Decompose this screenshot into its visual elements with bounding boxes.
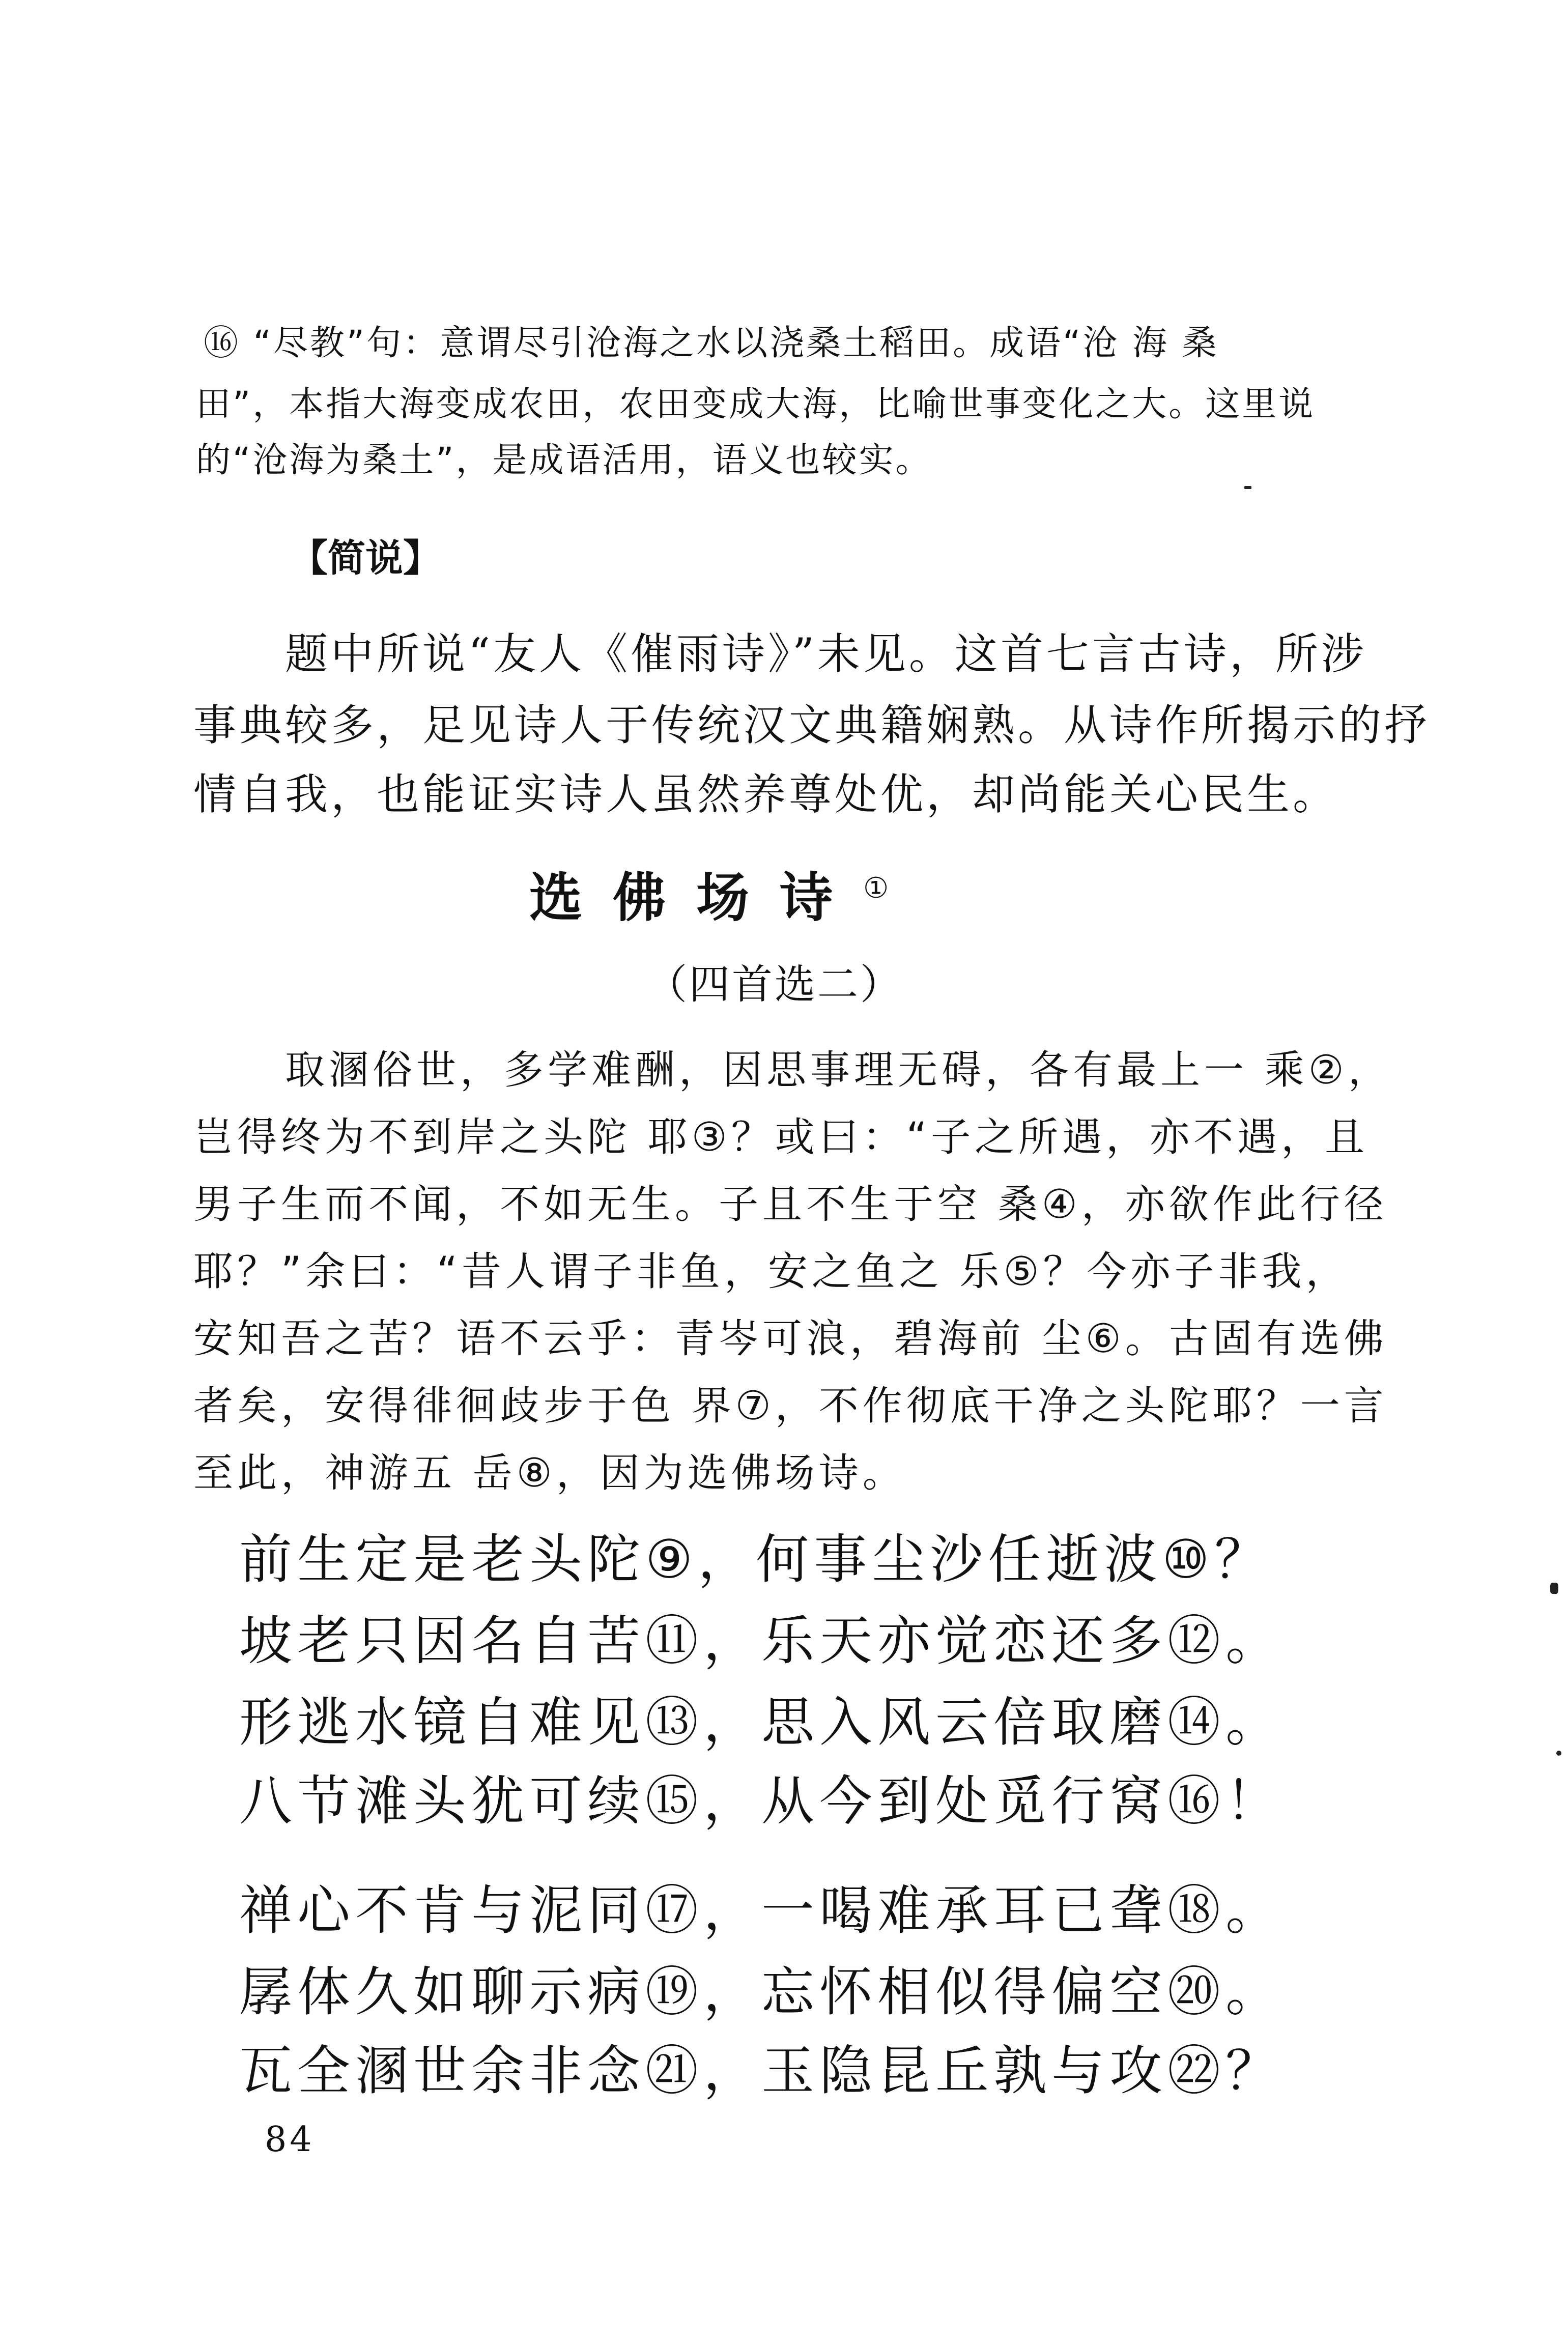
preface-line-7: 至此，神游五 岳⑧，因为选佛场诗。	[193, 1450, 906, 1496]
preface-line-5: 安知吾之苦？语不云乎：青岑可浪，碧海前 尘⑥。古固有选佛	[193, 1316, 1388, 1362]
stanza-2-line-2: 孱体久如聊示病⑲，忘怀相似得偏空⑳。	[239, 1961, 1284, 2023]
stanza-1-line-1: 前生定是老头陀⑨，何事尘沙任逝波⑩？	[239, 1528, 1273, 1590]
poem-title-text: 选佛场诗	[529, 867, 864, 929]
stanza-1-line-3: 形逃水镜自难见⑬，思入风云倍取磨⑭。	[239, 1691, 1284, 1753]
brief-line-2: 事典较多，足见诗人于传统汉文典籍娴熟。从诗作所揭示的抒	[193, 700, 1431, 750]
poem-subtitle: （四首选二）	[646, 961, 903, 1008]
scan-speck	[1550, 1583, 1558, 1594]
stanza-1-line-4: 八节滩头犹可续⑮，从今到处觅行窝⑯！	[239, 1770, 1284, 1832]
stanza-2-line-3: 瓦全溷世余非念㉑，玉隐昆丘孰与攻㉒？	[239, 2040, 1284, 2102]
preface-line-1: 取溷俗世，多学难酬，因思事理无碍，各有最上一 乘②，	[285, 1047, 1392, 1093]
preface-line-4: 耶？”余曰：“昔人谓子非鱼，安之鱼之 乐⑤？今亦子非我，	[193, 1249, 1350, 1295]
poem-title-note: ①	[863, 872, 889, 905]
preface-line-6: 者矣，安得徘徊歧步于色 界⑦，不作彻底干净之头陀耶？一言	[193, 1383, 1388, 1429]
preface-line-2: 岂得终为不到岸之头陀 耶③？或曰：“子之所遇，亦不遇，且	[193, 1114, 1369, 1160]
note-16-line-2: 田”，本指大海变成农田，农田变成大海，比喻世事变化之大。这里说	[196, 384, 1316, 424]
preface-line-3: 男子生而不闻，不如无生。子且不生于空 桑④，亦欲作此行径	[193, 1182, 1388, 1227]
brief-line-3: 情自我，也能证实诗人虽然养尊处优，却尚能关心民生。	[193, 769, 1339, 819]
brief-line-1: 题中所说“友人《催雨诗》”未见。这首七言古诗，所涉	[285, 629, 1367, 679]
note-16-line-3: 的“沧海为桑土”，是成语活用，语义也较实。	[196, 440, 932, 480]
poem-title	[529, 855, 889, 931]
stanza-1-line-2: 坡老只因名自苦⑪，乐天亦觉恋还多⑫。	[239, 1610, 1284, 1672]
stanza-2-line-1: 禅心不肯与泥同⑰，一喝难承耳已聋⑱。	[239, 1879, 1284, 1941]
scan-speck	[1244, 486, 1251, 489]
note-16-line-1: ⑯ “尽教”句：意谓尽引沧海之水以浇桑土稻田。成语“沧 海 桑	[204, 323, 1219, 363]
section-header-brief: 【简说】	[290, 536, 441, 580]
scan-speck	[1556, 1751, 1561, 1756]
page-number: 84	[265, 2120, 315, 2160]
